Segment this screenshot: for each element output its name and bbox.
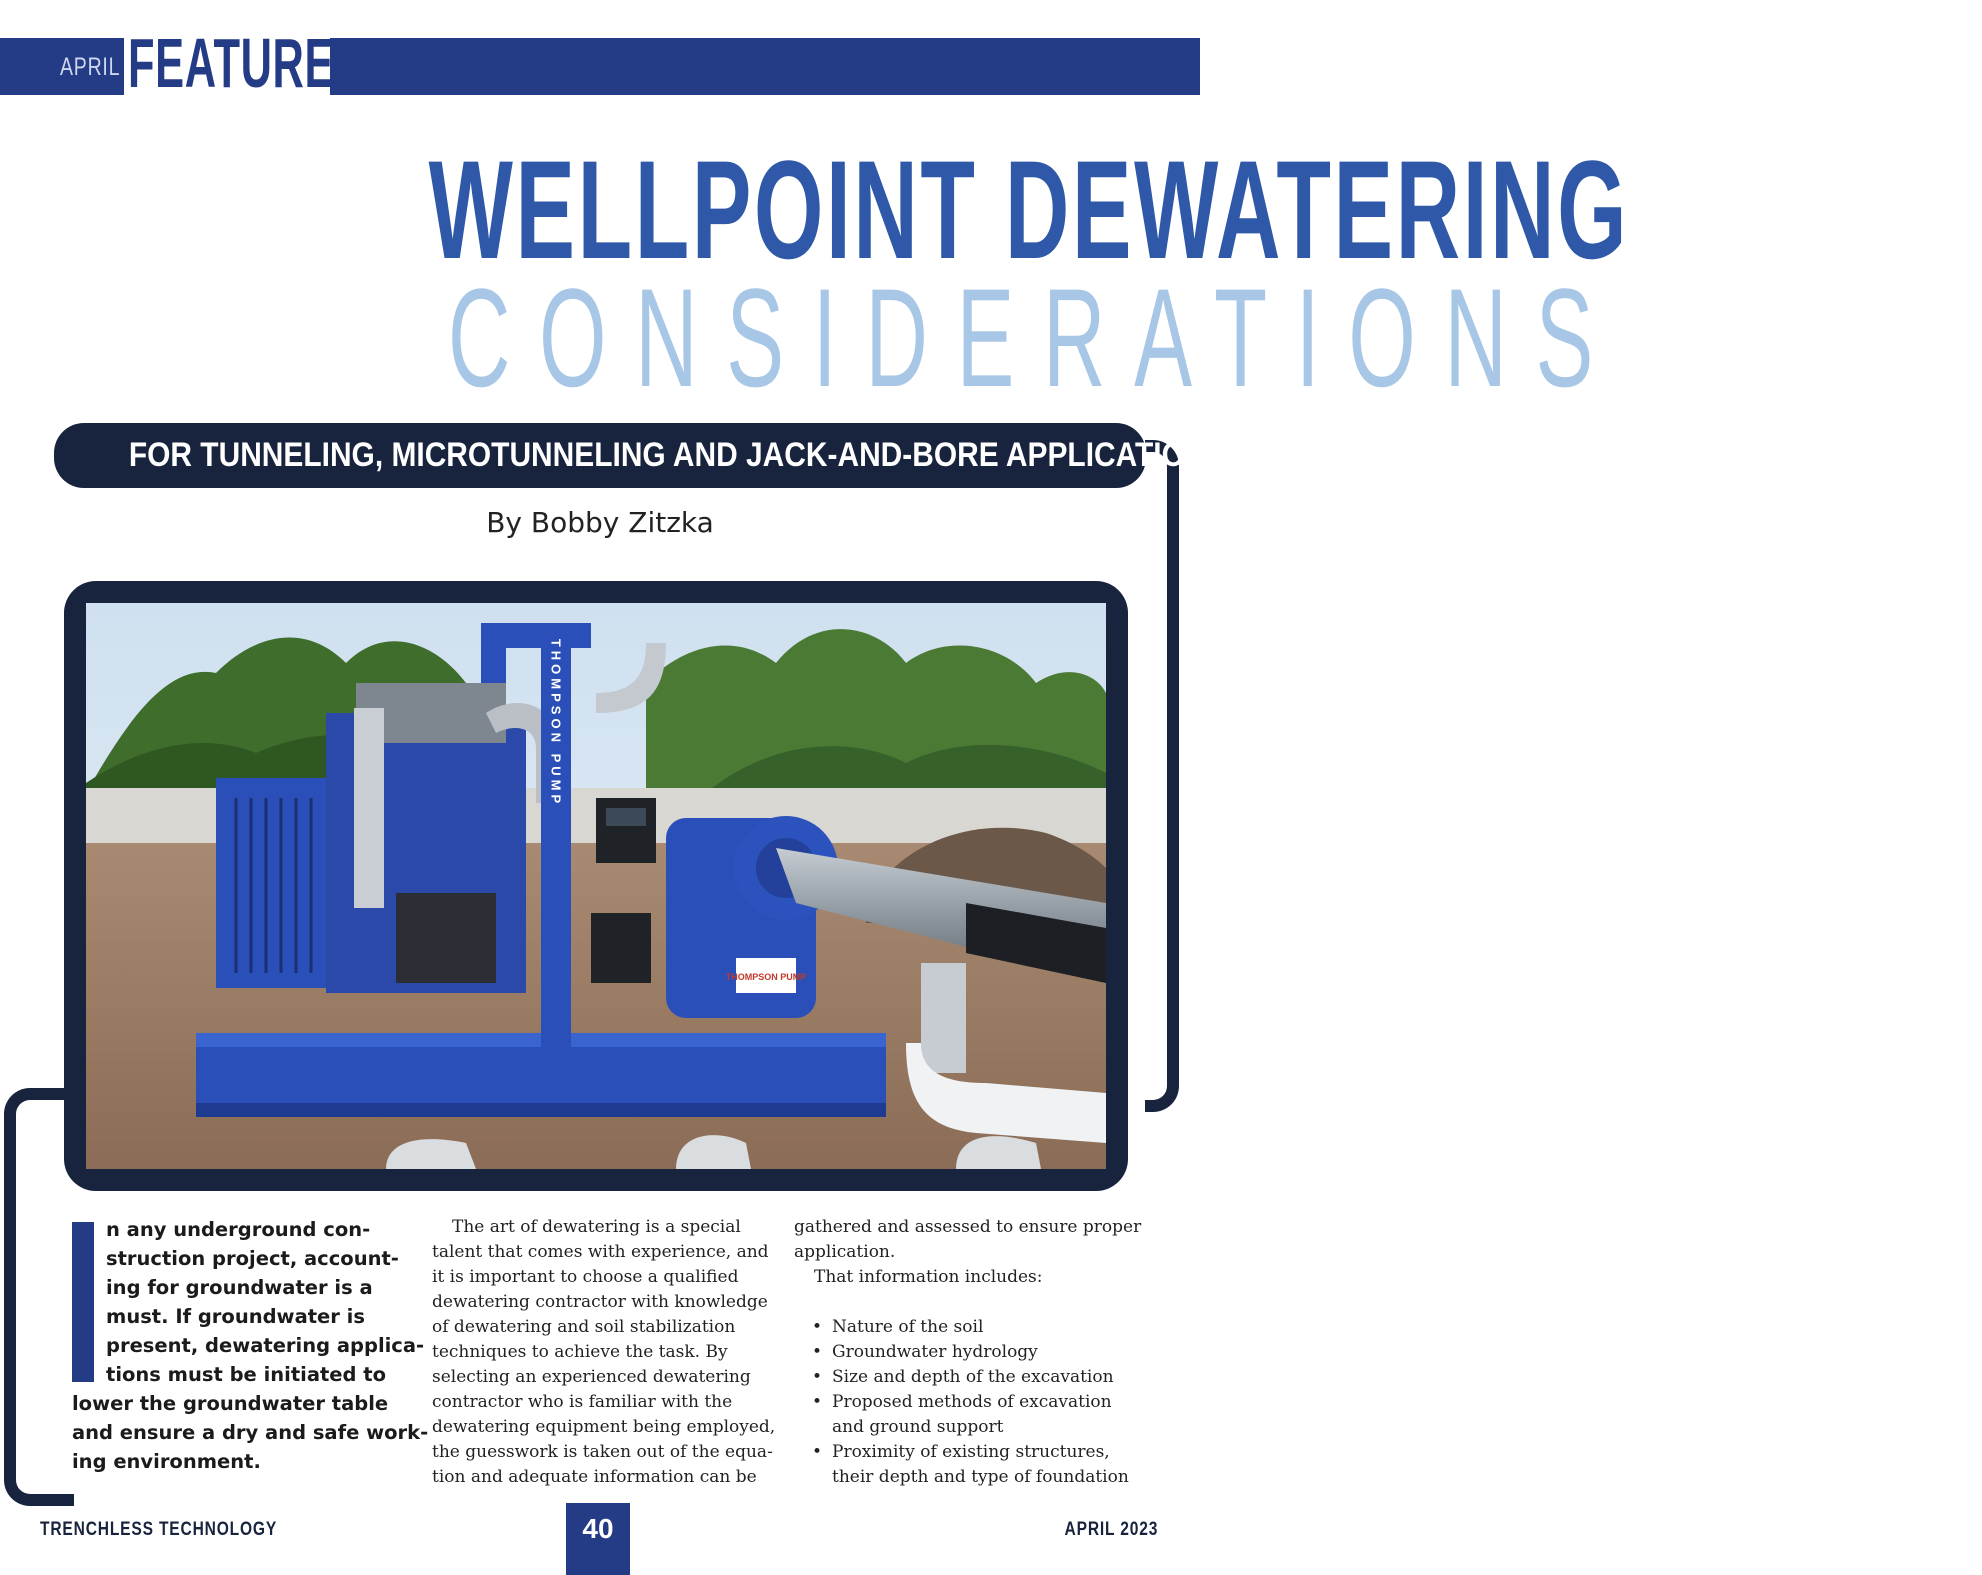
issue-month: APRIL (60, 53, 121, 81)
lead-line: ing for groundwater is a (106, 1276, 373, 1299)
body-line: techniques to achieve the task. By (432, 1342, 728, 1362)
info-bullet-list (794, 1315, 1129, 1490)
lead-line: tions must be initiated to (106, 1363, 386, 1386)
lead-paragraph (72, 1215, 429, 1476)
body-line: talent that comes with experience, and (432, 1242, 769, 1262)
decorative-frame-line-right (1145, 440, 1179, 1112)
body-line: dewatering contractor with knowledge (432, 1292, 768, 1312)
body-line: contractor who is familiar with the (432, 1392, 733, 1412)
body-line: That information includes: (814, 1267, 1043, 1287)
lead-line: and ensure a dry and safe work- (72, 1421, 429, 1444)
body-line: the guesswork is taken out of the equa- (432, 1442, 773, 1462)
article-title-line1: WELLPOINT DEWATERING (428, 131, 1630, 288)
bullet-item: • Size and depth of the excavation (794, 1365, 1124, 1390)
bullet-item: • Groundwater hydrology (794, 1340, 1124, 1365)
lead-line: lower the groundwater table (72, 1392, 389, 1415)
body-column-3 (794, 1215, 1142, 1490)
pump-photo (86, 603, 1106, 1169)
body-line: dewatering equipment being employed, (432, 1417, 776, 1437)
body-line: selecting an experienced dewatering (432, 1367, 751, 1387)
body-line: tion and adequate information can be (432, 1467, 757, 1487)
tank-label-text: THOMPSON PUMP (725, 972, 807, 982)
bullet-item: • Proposed methods of excavation and ground support (794, 1390, 1124, 1440)
body-line: it is important to choose a qualified (432, 1267, 739, 1287)
bullet-item: • Proximity of existing structures, their depth and type of foundation (794, 1440, 1124, 1490)
byline: By Bobby Zitzka (486, 506, 714, 539)
lead-line: present, dewatering applica- (106, 1334, 425, 1357)
article-subtitle: FOR TUNNELING, MICROTUNNELING AND JACK-AND-BORE APPLICATIONS (128, 436, 1227, 474)
body-line: The art of dewatering is a special (452, 1217, 741, 1237)
lead-line: must. If groundwater is (106, 1305, 365, 1328)
body-line: of dewatering and soil stabilization (432, 1317, 736, 1337)
lead-line: ing environment. (72, 1450, 261, 1473)
section-label: FEATURE (128, 24, 335, 102)
footer-publication: TRENCHLESS TECHNOLOGY (40, 1519, 278, 1540)
article-title-line2: CONSIDERATIONS (447, 259, 1622, 416)
blank-line (794, 1290, 1124, 1315)
lead-line: n any underground con- (106, 1218, 371, 1241)
body-line: application. (794, 1242, 896, 1262)
body-column-2 (432, 1215, 776, 1490)
bullet-item: • Nature of the soil (794, 1315, 1124, 1340)
pump-brand-text: THOMPSON PUMP (548, 638, 564, 808)
lead-line: struction project, account- (106, 1247, 399, 1270)
page-number: 40 (566, 1503, 630, 1575)
footer-date: APRIL 2023 (1064, 1519, 1158, 1540)
body-line: gathered and assessed to ensure proper (794, 1217, 1142, 1237)
